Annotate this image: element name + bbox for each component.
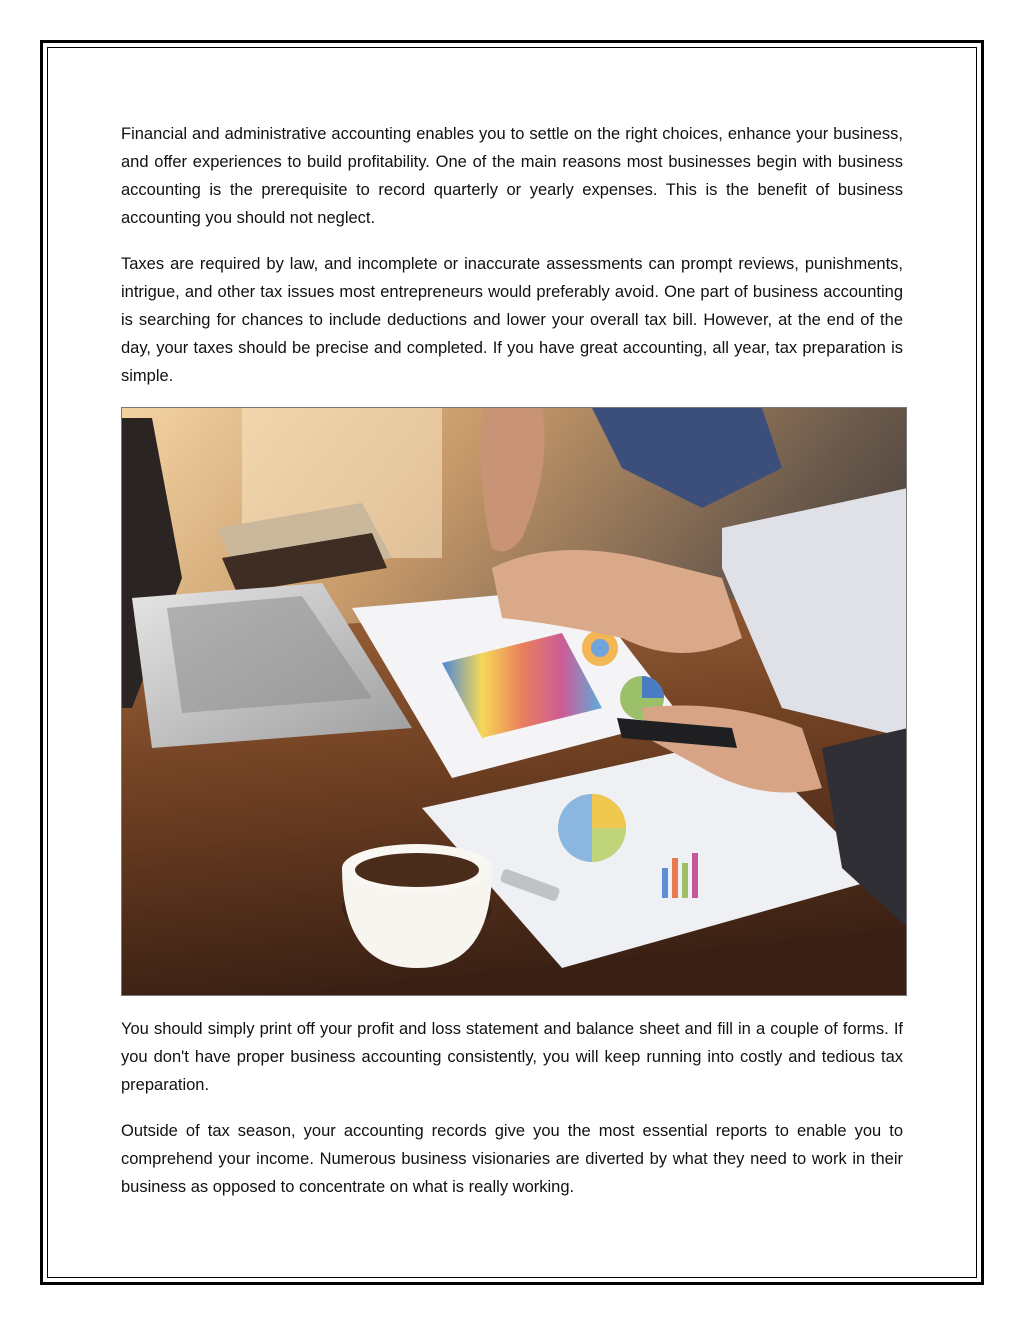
- paragraph-profit-loss: You should simply print off your profit and loss statement and balance sheet and fill in a couple of forms. If you don't have proper business accounting consistently, you will keep running into costly and tedious tax preparation.: [121, 1020, 903, 1094]
- paragraph-taxes: Taxes are required by law, and incomplete or inaccurate assessments can prompt reviews, punishments, intrigue, and other tax issues most entrepreneurs would preferably avoid. One part of business accounting is searching for chances to include deductions and lower your overall tax bill. However, at the end of the day, your taxes should be precise and completed. If you have great accounting, all year, tax preparation is simple.: [121, 255, 903, 385]
- accounting-photo: [121, 407, 907, 996]
- paragraph-financial-accounting: Financial and administrative accounting enables you to settle on the right choices, enhance your business, and offer experiences to build profitability. One of the main reasons most businesses begin with business accounting is the prerequisite to record quarterly or yearly expenses. This is the benefit of business accounting you should not neglect.: [121, 125, 903, 227]
- paragraph-tax-season: Outside of tax season, your accounting records give you the most essential reports to enable you to comprehend your income. Numerous business visionaries are diverted by what they need to work in their business as opposed to concentrate on what is really working.: [121, 1122, 903, 1196]
